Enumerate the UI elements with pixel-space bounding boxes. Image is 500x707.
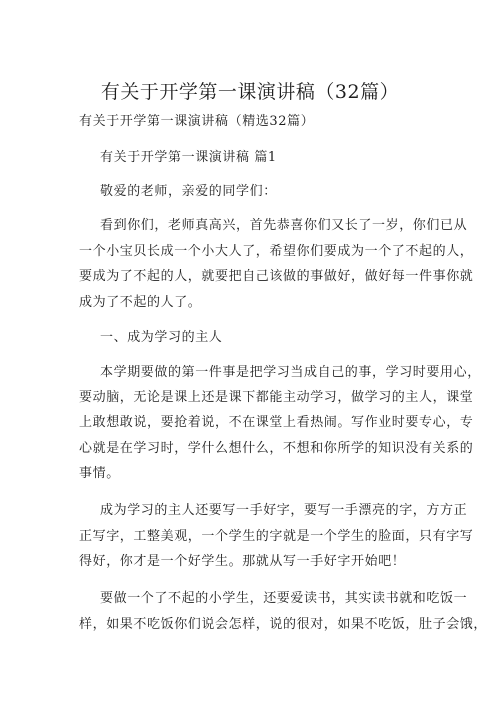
paragraph-line: 正写字，工整美观，一个学生的字就是一个学生的脸面，只有字写 <box>79 529 474 544</box>
document-subtitle: 有关于开学第一课演讲稿（精选32篇） <box>79 114 315 129</box>
document-title: 有关于开学第一课演讲稿（32篇） <box>100 81 400 103</box>
greeting: 敬爱的老师，亲爱的同学们： <box>100 184 277 199</box>
paragraph-line: 心就是在学习时，学什么想什么，不想和你所学的知识没有关系的 <box>79 441 474 456</box>
paragraph-line: 本学期要做的第一件事是把学习当成自己的事，学习时要用心， <box>100 365 481 380</box>
paragraph-line: 要做一个了不起的小学生，还要爱读书，其实读书就和吃饭一 <box>100 591 468 606</box>
paragraph-line: 一个小宝贝长成一个小大人了，希望你们要成为一个了不起的人， <box>79 244 474 259</box>
paragraph-line: 成为学习的主人还要写一手好字，要写一手漂亮的字，方方正 <box>100 503 468 518</box>
paragraph-line: 要成为了不起的人，就要把自己该做的事做好，做好每一件事你就 <box>79 269 474 284</box>
section-heading: 一、成为学习的主人 <box>100 330 223 345</box>
paragraph-line: 看到你们，老师真高兴，首先恭喜你们又长了一岁，你们已从 <box>100 218 468 233</box>
paragraph-line: 得好，你才是一个好学生。那就从写一手好字开始吧！ <box>79 554 406 569</box>
paragraph-line: 成为了不起的人了。 <box>79 295 202 310</box>
paragraph-line: 事情。 <box>79 466 120 481</box>
paragraph-line: 要动脑，无论是课上还是课下都能主动学习，做学习的主人，课堂 <box>79 390 474 405</box>
paragraph-line: 上敢想敢说，要抢着说，不在课堂上看热闹。写作业时要专心，专 <box>79 415 474 430</box>
section-title: 有关于开学第一课演讲稿 篇1 <box>100 150 277 165</box>
paragraph-line: 样，如果不吃饭你们说会怎样，说的很对，如果不吃饭，肚子会饿， <box>79 617 488 632</box>
